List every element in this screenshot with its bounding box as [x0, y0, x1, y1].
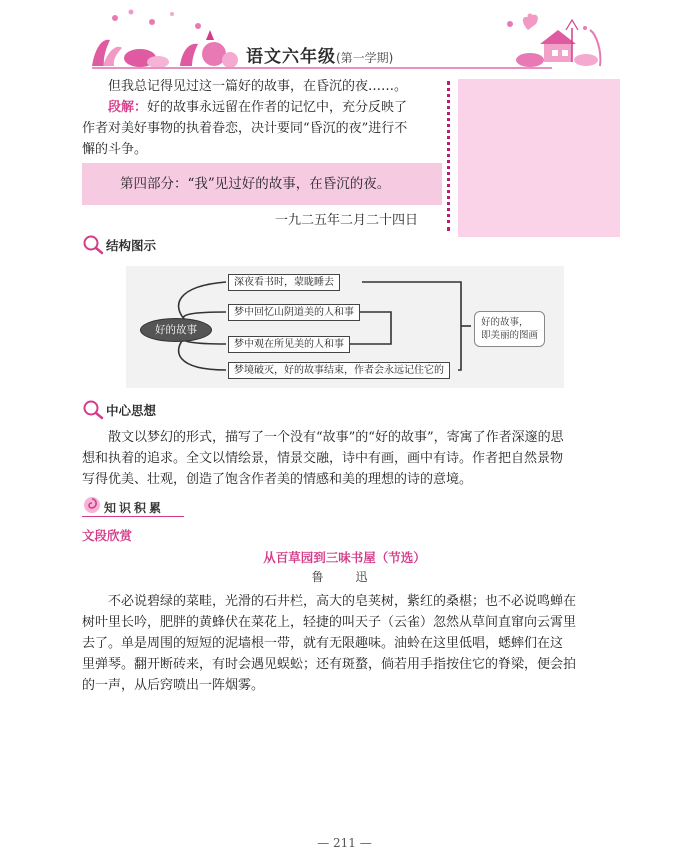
structure-diagram [126, 266, 564, 388]
header-rule [92, 67, 552, 69]
diagram-result-line-2: 即美丽的图画 [481, 330, 539, 341]
analysis-text-1: 好的故事永远留在作者的记忆中，充分反映了 [147, 100, 408, 115]
date-line: 一九二五年二月二十四日 [275, 213, 419, 228]
part4-summary: 第四部分：“我”见过好的故事，在昏沉的夜。 [82, 163, 442, 205]
diagram-result [474, 311, 545, 347]
excerpt-line-5: 的一声，从后窍喷出一阵烟雾。 [82, 678, 265, 693]
analysis-line-2 [108, 97, 407, 118]
excerpt-title: 从百草园到三味书屋（节选） [263, 550, 426, 565]
theme-line-3: 写得优美、壮观，创造了饱含作者美的情感和美的理想的诗的意境。 [82, 472, 473, 487]
diagram-center-node: 好的故事 [140, 318, 212, 342]
analysis-line-4: 懈的斗争。 [82, 142, 148, 157]
magnifier-icon [82, 399, 104, 421]
excerpt-subheading: 文段欣赏 [82, 528, 133, 543]
theme-heading: 中心思想 [106, 403, 157, 418]
book-title-text: 语文六年级 [246, 47, 336, 67]
page-number: — 211 — [317, 836, 372, 850]
right-ornament [507, 14, 600, 68]
excerpt-line-1: 不必说碧绿的菜畦，光滑的石井栏，高大的皂荚树，紫红的桑椹；也不必说鸣蝉在 [108, 594, 577, 609]
excerpt-line-2: 树叶里长吟，肥胖的黄蜂伏在菜花上，轻捷的叫天子（云雀）忽然从草间直窜向云霄里 [82, 615, 577, 630]
diagram-branch-1: 深夜看书时，蒙眬睡去 [228, 274, 340, 291]
left-ornament [92, 10, 238, 69]
diagram-branch-2: 梦中回忆山阴道美的人和事 [228, 304, 360, 321]
magnifier-icon [82, 234, 104, 256]
excerpt-line-3: 去了。单是周围的短短的泥墙根一带，就有无限趣味。油蛉在这里低唱，蟋蟀们在这 [82, 636, 564, 651]
analysis-line-3: 作者对美好事物的执着眷恋，决计要同“昏沉的夜”进行不 [82, 121, 408, 136]
diagram-result-line-1: 好的故事， [481, 317, 529, 328]
notes-margin [458, 79, 620, 237]
knowledge-underline [82, 516, 184, 517]
swirl-icon [82, 495, 102, 515]
structure-heading: 结构图示 [106, 238, 157, 253]
dotted-divider [447, 81, 450, 231]
theme-line-2: 想和执着的追求。全文以情绘景，情景交融，诗中有画，画中有诗。作者把自然景物 [82, 451, 564, 466]
diagram-branch-4: 梦境破灭，好的故事结束，作者会永远记住它的 [228, 362, 450, 379]
knowledge-heading: 知识积累 [104, 501, 165, 515]
diagram-branch-3: 梦中观在所见美的人和事 [228, 336, 350, 353]
excerpt-line-4: 里弹琴。翻开断砖来，有时会遇见蜈蚣；还有斑蝥，倘若用手指按住它的脊梁，便会拍 [82, 657, 577, 672]
theme-line-1: 散文以梦幻的形式，描写了一个没有“故事”的“好的故事”，寄寓了作者深邃的思 [108, 430, 564, 445]
analysis-label: 段解： [108, 100, 148, 115]
term-text: (第一学期) [336, 51, 394, 65]
excerpt-author: 鲁 迅 [311, 570, 378, 584]
analysis-line-1: 但我总记得见过这一篇好的故事，在昏沉的夜……。 [108, 79, 408, 94]
book-title [246, 42, 393, 67]
